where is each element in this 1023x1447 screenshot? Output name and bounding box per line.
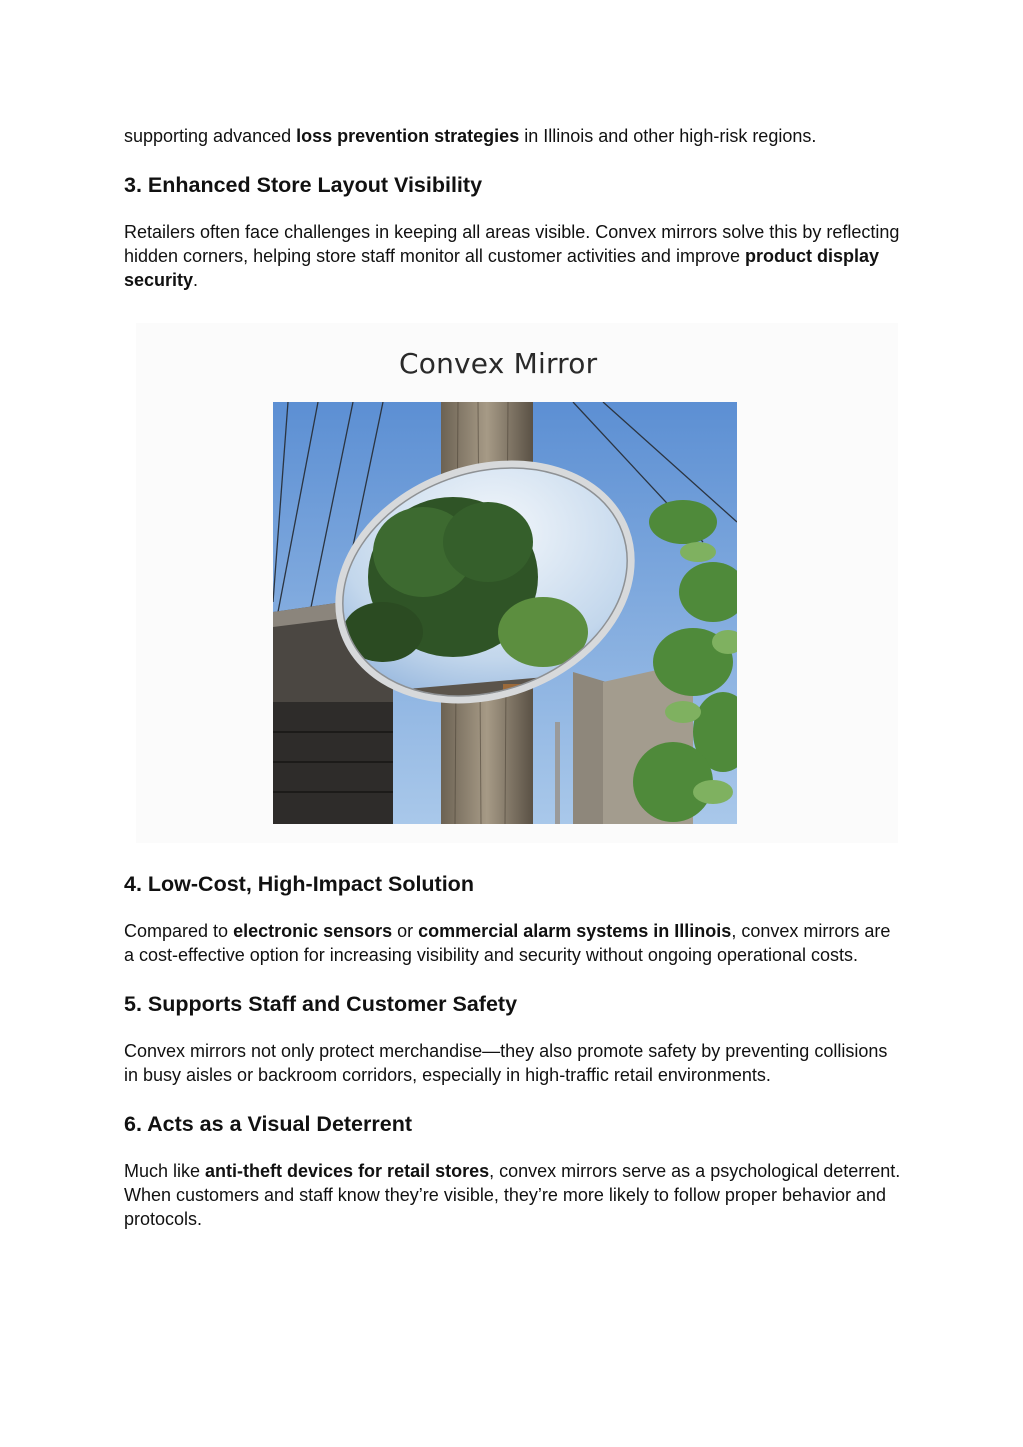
section-4-text-end: , convex mirrors are a cost-effective option for increasing visibility and security without ongoing operational costs. <box>124 921 891 965</box>
section-3-text-end: . <box>193 270 199 290</box>
section-4-heading: 4. Low-Cost, High-Impact Solution <box>124 872 474 896</box>
section-3-heading: 3. Enhanced Store Layout Visibility <box>124 173 483 197</box>
section-6-text: Much like <box>124 1161 206 1181</box>
section-6-heading: 6. Acts as a Visual Deterrent <box>124 1112 413 1136</box>
convex-mirror-photo <box>273 402 737 824</box>
intro-bold-text: loss prevention strategies <box>296 126 520 146</box>
figure-title: Convex Mirror <box>399 347 598 380</box>
document-page <box>124 124 904 1231</box>
section-6-text-end: , convex mirrors serve as a psychological deterrent. When customers and staff know they’re visible, they’re more likely to follow proper behavior and protocols. <box>124 1161 901 1229</box>
section-5-heading: 5. Supports Staff and Customer Safety <box>124 992 518 1016</box>
section-3-text: Retailers often face challenges in keeping all areas visible. Convex mirrors solve this by reflecting hidden corners, helping store staff monitor all customer activities and improve <box>124 222 900 266</box>
intro-paragraph <box>124 124 904 148</box>
section-5-paragraph: Convex mirrors not only protect merchandise—they also promote safety by preventing collisions in busy aisles or backroom corridors, especially in high-traffic retail environments. <box>124 1041 888 1085</box>
section-3-bold-text: product display security <box>124 246 879 290</box>
convex-mirror-figure <box>136 323 898 843</box>
section-6-paragraph <box>124 1159 904 1231</box>
section-4-text-middle: or <box>392 921 419 941</box>
intro-text: supporting advanced <box>124 126 297 146</box>
intro-text-end: in Illinois and other high-risk regions. <box>519 126 817 146</box>
section-6-bold-text: anti-theft devices for retail stores <box>205 1161 490 1181</box>
section-4-paragraph <box>124 919 904 967</box>
section-3-paragraph <box>124 220 904 292</box>
section-4-bold-text-1: electronic sensors <box>233 921 393 941</box>
section-4-text: Compared to <box>124 921 234 941</box>
section-4-bold-text-2: commercial alarm systems in Illinois <box>418 921 732 941</box>
